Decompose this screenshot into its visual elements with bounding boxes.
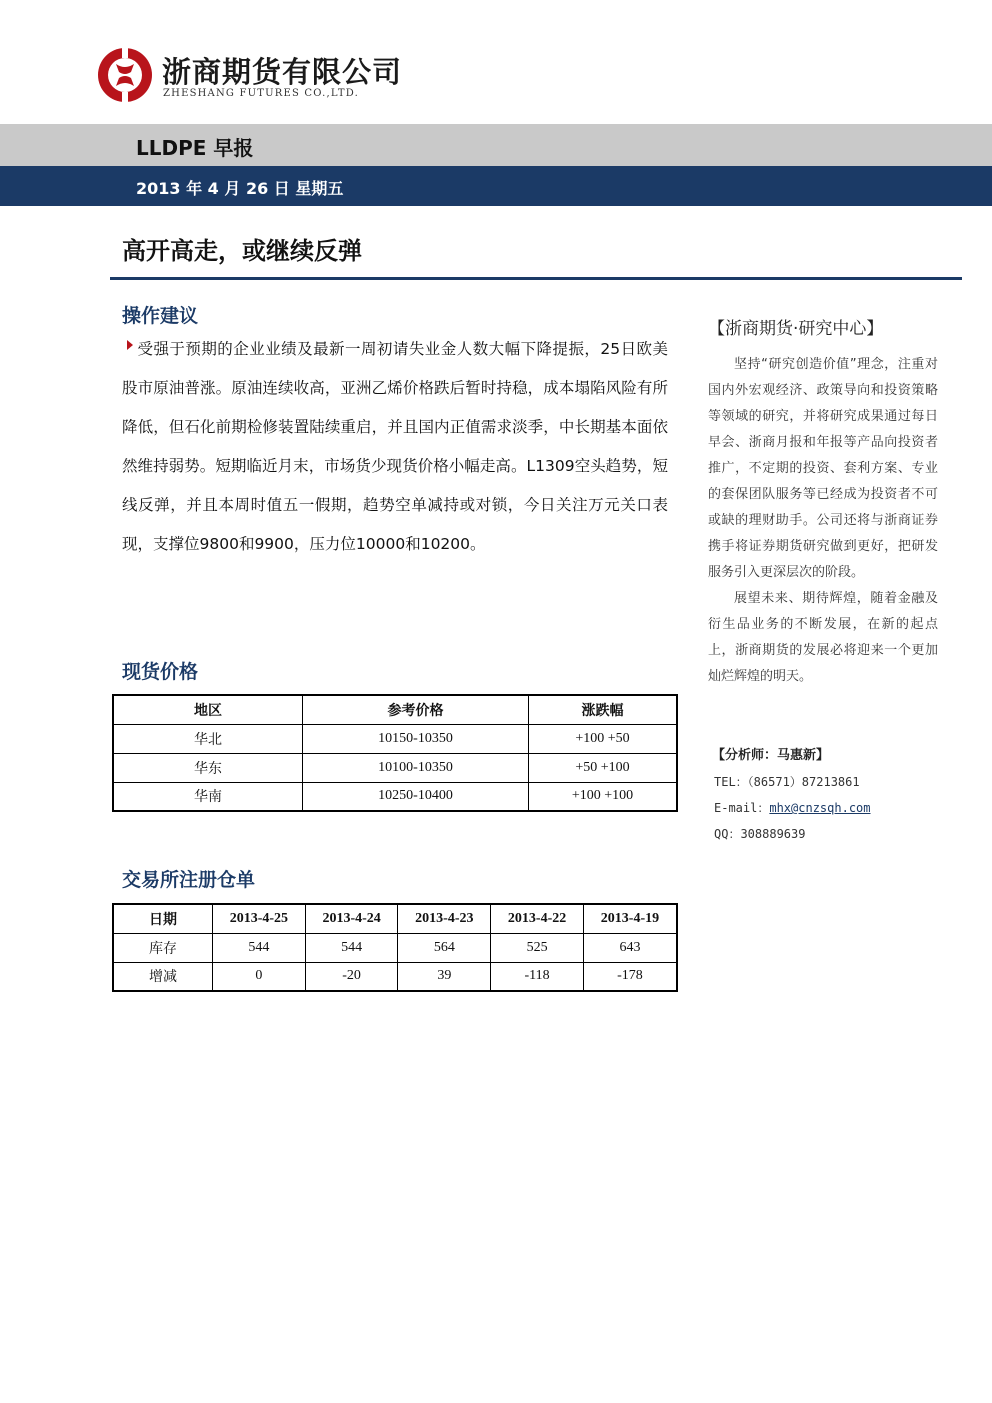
table-cell: 643	[583, 933, 677, 962]
table-header-row	[113, 904, 677, 933]
table-cell: +100 +50	[529, 724, 678, 753]
table-cell: 10250-10400	[303, 782, 529, 811]
table-header-cell: 2013-4-24	[305, 904, 398, 933]
analyst-name: 【分析师：马惠新】	[712, 748, 830, 763]
sidebar-paragraph: 坚持“研究创造价值”理念，注重对国内外宏观经济、政策导向和投资策略等领域的研究，并将研究成果通过每日早会、浙商月报和年报等产品向投资者推广，不定期的投资、套利方案、专业的套保团队服务等已经成为投资者不可或缺的理财助手。公司还将与浙商证券携手将证券期货研究做到更好，把研发服务引入更深层次的阶段。	[708, 357, 938, 580]
section-title-spot-price: 现货价格	[122, 661, 199, 683]
warehouse-receipts-table	[112, 903, 678, 992]
report-date: 2013 年 4 月 26 日 星期五	[136, 179, 344, 198]
table-cell: +50 +100	[529, 753, 678, 782]
spot-price-table	[112, 694, 678, 812]
table-header-row	[113, 695, 677, 724]
table-cell: -118	[491, 962, 584, 991]
table-cell: -178	[583, 962, 677, 991]
company-name-cn: 浙商期货有限公司	[162, 55, 403, 89]
table-row	[113, 724, 677, 753]
analyst-phone: TEL：（86571）87213861	[714, 775, 860, 789]
section-title-advice: 操作建议	[122, 305, 199, 327]
email-label: E-mail：	[714, 801, 770, 815]
table-cell: +100 +100	[529, 782, 678, 811]
table-cell: 525	[491, 933, 584, 962]
email-link[interactable]: mhx@cnzsqh.com	[769, 801, 871, 815]
analyst-qq: QQ：308889639	[714, 827, 806, 841]
table-row	[113, 933, 677, 962]
sidebar-title: 【浙商期货·研究中心】	[708, 319, 884, 339]
table-header-cell: 2013-4-19	[583, 904, 677, 933]
table-cell: 10150-10350	[303, 724, 529, 753]
table-cell: 544	[305, 933, 398, 962]
advice-paragraph: 受强于预期的企业业绩及最新一周初请失业金人数大幅下降提振，25日欧美股市原油普涨。原油连续收高，亚洲乙烯价格跌后暂时持稳，成本塌陷风险有所降低，但石化前期检修装置陆续重启，并且国内正值需求淡季，中长期基本面依然维持弱势。短期临近月末，市场货少现货价格小幅走高。L1309空头趋势，短线反弹，并且本周时值五一假期，趋势空单减持或对锁，今日关注万元关口表现，支撑位9800和9900，压力位10000和10200。	[122, 340, 668, 553]
section-title-warehouse-receipts: 交易所注册仓单	[122, 869, 256, 891]
table-cell: 0	[213, 962, 306, 991]
table-cell: 增减	[113, 962, 213, 991]
table-cell: 10100-10350	[303, 753, 529, 782]
table-cell: 华东	[113, 753, 303, 782]
table-cell: 564	[398, 933, 491, 962]
table-cell: 库存	[113, 933, 213, 962]
table-cell: 39	[398, 962, 491, 991]
sidebar-intro	[708, 352, 938, 690]
table-header-cell: 参考价格	[303, 695, 529, 724]
headline: 高开高走，或继续反弹	[122, 237, 362, 265]
table-header-cell: 涨跌幅	[529, 695, 678, 724]
table-cell: 544	[213, 933, 306, 962]
analyst-email-line	[714, 799, 871, 816]
sidebar-paragraph: 展望未来、期待辉煌，随着金融及衍生品业务的不断发展，在新的起点上，浙商期货的发展必将迎来一个更加灿烂辉煌的明天。	[708, 591, 938, 684]
table-header-cell: 2013-4-25	[213, 904, 306, 933]
company-logo-icon	[96, 46, 154, 104]
table-row	[113, 962, 677, 991]
headline-divider	[110, 277, 962, 280]
table-row	[113, 782, 677, 811]
report-title: LLDPE 早报	[136, 136, 254, 160]
table-header-cell: 2013-4-22	[491, 904, 584, 933]
table-header-cell: 日期	[113, 904, 213, 933]
table-row	[113, 753, 677, 782]
table-cell: -20	[305, 962, 398, 991]
table-header-cell: 2013-4-23	[398, 904, 491, 933]
table-header-cell: 地区	[113, 695, 303, 724]
company-name-en: ZHESHANG FUTURES CO.,LTD.	[163, 88, 359, 99]
table-cell: 华北	[113, 724, 303, 753]
table-cell: 华南	[113, 782, 303, 811]
